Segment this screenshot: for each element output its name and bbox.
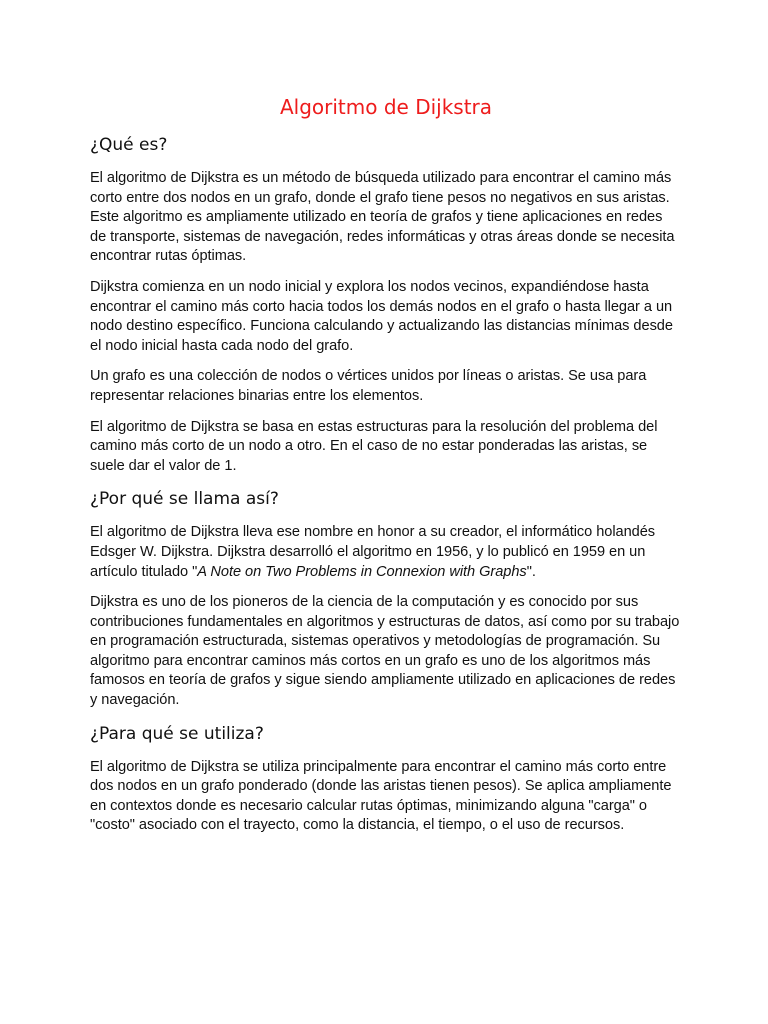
section-que-es xyxy=(90,133,682,476)
paragraph: Un grafo es una colección de nodos o vértices unidos por líneas o aristas. Se usa para representar relaciones binarias entre los elementos. xyxy=(90,368,647,404)
document-title: Algoritmo de Dijkstra xyxy=(279,95,493,119)
section-heading: ¿Qué es? xyxy=(90,135,168,155)
section-para-que-se-utiliza xyxy=(90,722,682,836)
paragraph-text: El algoritmo de Dijkstra lleva ese nombre en honor a su creador, el informático holandés Edsger W. Dijkstra. Dijkstra desarrolló el algoritmo en 1956, y lo publicó en 1959 en un artículo titulado " xyxy=(90,524,656,580)
paragraph: El algoritmo de Dijkstra se utiliza principalmente para encontrar el camino más corto entre dos nodos en un grafo ponderado (donde las aristas tienen pesos). Se aplica ampliamente en contextos donde es necesario calcular rutas óptimas, minimizando alguna "carga" o "costo" asociado con el trayecto, como la distancia, el tiempo, o el uso de recursos. xyxy=(90,758,672,834)
section-por-que-se-llama-asi xyxy=(90,487,682,710)
section-heading: ¿Para qué se utiliza? xyxy=(90,723,264,744)
paragraph: Dijkstra comienza en un nodo inicial y explora los nodos vecinos, expandiéndose hasta encontrar el camino más corto hacia todos los demás nodos en el grafo o hasta llegar a un nodo destino específico. Funciona calculando y actualizando las distancias mínimas desde el nodo inicial hasta cada nodo del grafo. xyxy=(90,278,673,354)
paragraph-text: ". xyxy=(526,563,536,580)
document-body xyxy=(90,93,682,847)
article-title: A Note on Two Problems in Connexion with Graphs xyxy=(197,563,527,580)
paragraph: Dijkstra es uno de los pioneros de la ciencia de la computación y es conocido por sus contribuciones fundamentales en algoritmos y estructuras de datos, así como por su trabajo en programación estructurada, sistemas operativos y metodologías de programación. Su algoritmo para encontrar caminos más cortos en un grafo es uno de los algoritmos más famosos en teoría de grafos y sigue siendo ampliamente utilizado en aplicaciones de redes y navegación. xyxy=(90,594,680,709)
paragraph: El algoritmo de Dijkstra se basa en estas estructuras para la resolución del problema del camino más corto de un nodo a otro. En el caso de no estar ponderadas las aristas, se suele dar el valor de 1. xyxy=(90,418,658,474)
paragraph: El algoritmo de Dijkstra es un método de búsqueda utilizado para encontrar el camino más corto entre dos nodos en un grafo, donde el grafo tiene pesos no negativos en sus aristas. Este algoritmo es ampliamente utilizado en teoría de grafos y tiene aplicaciones en redes de transporte, sistemas de navegación, redes informáticas y otras áreas donde se necesita encontrar rutas óptimas. xyxy=(90,170,675,265)
paragraph xyxy=(90,523,682,582)
section-heading: ¿Por qué se llama así? xyxy=(90,489,279,510)
